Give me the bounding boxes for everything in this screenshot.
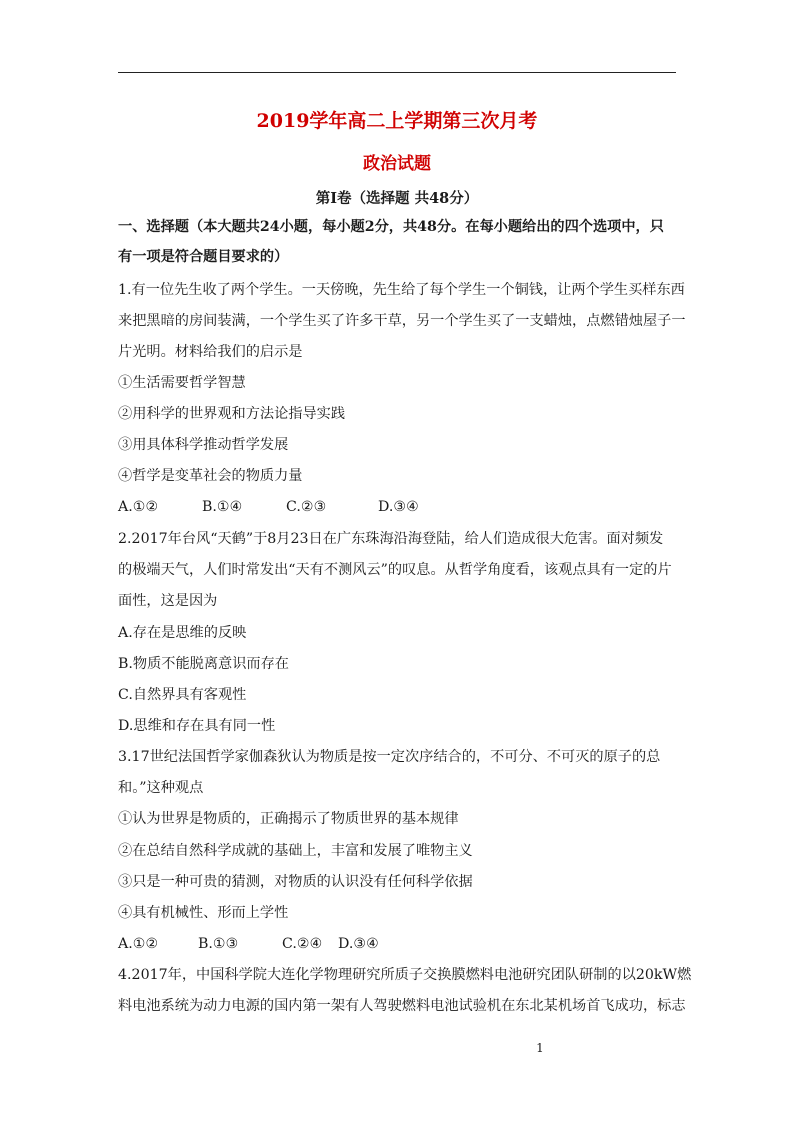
- q2-stem-line: 2.2017年台风“天鹤”于8月23日在广东珠海沿海登陆，给人们造成很大危害。面对频发: [118, 531, 664, 547]
- exam-title: 2019学年高二上学期第三次月考: [256, 110, 538, 132]
- q1-option-c: C.②③: [286, 499, 327, 515]
- q3-stem-line: 和。”这种观点: [118, 780, 204, 796]
- q3-options: [118, 934, 379, 954]
- q3-option-c: C.②④: [282, 936, 323, 952]
- q4-stem-line: 料电池系统为动力电源的国内第一架有人驾驶燃料电池试验机在东北某机场首飞成功，标志: [118, 998, 686, 1014]
- q1-option-d: D.③④: [378, 499, 419, 515]
- q2-option-d: D.思维和存在具有同一性: [118, 718, 276, 734]
- subject-title: 政治试题: [363, 154, 431, 174]
- q3-option-a: A.①②: [118, 936, 159, 952]
- q3-stem-line: 3.17世纪法国哲学家伽森狄认为物质是按一定次序结合的，不可分、不可灭的原子的总: [118, 749, 661, 765]
- q1-stem-line: 1.有一位先生收了两个学生。一天傍晚，先生给了每个学生一个铜钱，让两个学生买样东西: [118, 282, 685, 298]
- q2-option-b: B.物质不能脱离意识而存在: [118, 656, 289, 672]
- q1-option-b: B.①④: [202, 499, 243, 515]
- q2-stem-line: 的极端天气，人们时常发出“天有不测风云”的叹息。从哲学角度看，该观点具有一定的片: [118, 562, 672, 578]
- q3-item: ④具有机械性、形而上学性: [118, 905, 289, 921]
- page-number: 1: [536, 1041, 544, 1055]
- q3-option-d: D.③④: [338, 936, 379, 952]
- q1-item: ①生活需要哲学智慧: [118, 375, 246, 391]
- q4-stem-line: 4.2017年，中国科学院大连化学物理研究所质子交换膜燃料电池研究团队研制的以20kW燃: [118, 967, 692, 983]
- q1-item: ②用科学的世界观和方法论指导实践: [118, 406, 346, 422]
- q1-option-a: A.①②: [118, 499, 159, 515]
- q2-option-c: C.自然界具有客观性: [118, 687, 247, 703]
- q3-item: ③只是一种可贵的猜测，对物质的认识没有任何科学依据: [118, 874, 473, 890]
- q2-stem-line: 面性，这是因为: [118, 593, 218, 609]
- q1-stem-line: 片光明。材料给我们的启示是: [118, 344, 303, 360]
- q3-option-b: B.①③: [198, 936, 239, 952]
- header-rule: [118, 72, 676, 73]
- volume-heading: 第I卷（选择题 共48分）: [315, 190, 479, 207]
- q1-item: ③用具体科学推动哲学发展: [118, 437, 289, 453]
- section-heading-line2: 有一项是符合题目要求的）: [118, 249, 289, 265]
- q1-options: [118, 497, 419, 517]
- q3-item: ②在总结自然科学成就的基础上，丰富和发展了唯物主义: [118, 843, 473, 859]
- q1-item: ④哲学是变革社会的物质力量: [118, 468, 303, 484]
- section-heading-line1: 一、选择题（本大题共24小题，每小题2分，共48分。在每小题给出的四个选项中，只: [118, 219, 664, 235]
- q2-option-a: A.存在是思维的反映: [118, 625, 247, 641]
- q3-item: ①认为世界是物质的，正确揭示了物质世界的基本规律: [118, 811, 459, 827]
- q1-stem-line: 来把黑暗的房间装满，一个学生买了许多干草，另一个学生买了一支蜡烛，点燃错烛屋子一: [118, 313, 686, 329]
